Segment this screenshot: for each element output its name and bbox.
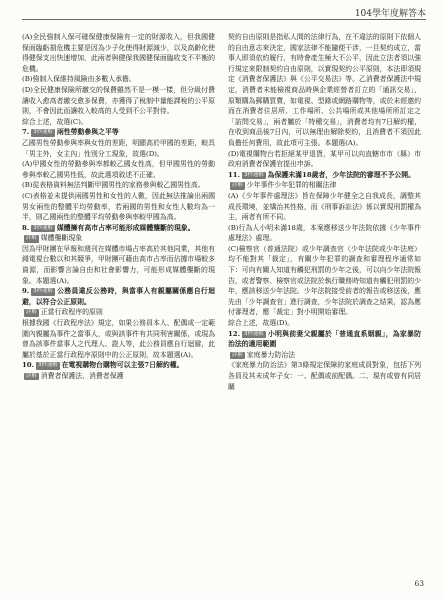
- explanation-topic: 家庭暴力防治法: [246, 350, 296, 359]
- page-number: 63: [414, 579, 424, 588]
- question-number: 9.: [22, 287, 30, 296]
- question-8: [22, 223, 215, 234]
- question-number: 8.: [22, 223, 30, 232]
- header-title: 104學年度解答本: [354, 9, 426, 19]
- explanation-heading: [228, 350, 421, 361]
- answer-explanation-c: (C)檢察官（普通法院）或少年調查官（少年法院或少年法庭）均不能對其「裁定」，有關少年犯罪的調查和審理程序通常如下：可向有關人知道有觸犯刑罰的少年之後，可以向少年法院報告，或者警察、檢察官或法院於執行職務時知道有觸犯刑罰的少年，應該移送少年法院。少年法院接受前者的報告或移送後，應先由「少年調查官」進行調查，少年法院於調查之結果，認為應付審理者，應「裁定」對小明開始審理。: [228, 244, 421, 317]
- explanation-heading: [228, 180, 421, 191]
- explanation-tag: 詳解: [26, 309, 37, 316]
- question-summary: 公務員違反公務時，與當事人有親屬關係應自行迴避，以符合公正原則。: [22, 287, 215, 306]
- question-7: [22, 127, 215, 138]
- quick-solve-tag: 3秒速解: [244, 171, 264, 178]
- question-9: [22, 286, 215, 307]
- question-summary: 兩性勞動參與之平等: [56, 128, 119, 137]
- answer-explanation: 因為甲財團在早報和週刊在媒體市場占率高於其他同業，其他有錢電視台數以和其競爭，甲財團可藉由高市占率而佔據市場較多資源，而影響言論自由和社會影響力，可能形成媒體壟斷的現象。本題選(A)。: [22, 244, 215, 285]
- answer-explanation-a: (A)甲國女性的勞動參與率都較乙國女性高，但甲國男性的勞動參與率較乙國男性低，故此選項敘述不正確。: [22, 160, 215, 179]
- answer-explanation: 契約自由原則是指私人間的法律行為，在不違法的原則下依個人的自由意志來決定，國家法律不能隨便干涉，一旦契約成立，當事人即須依約履行，有時會產生極大不公平，因此立法者須以強行規定來限制契約自由原則，以實現契約公平原則，本法即須規定《消費者保護法》與《公平交易法》等。乙消費者保護法中規定，消費者未能檢視商品時與企業經營者訂立的「通訊交易」，原類購為郵購買賣，如電視、型錄或網路購物等，或於未經邀約而在消費者住居所、工作場所、公共場所或其他場所所訂定之「訪問交易」，兩者屬於「特種交易」，消費者均有7日解約權，在收到商品後7日內，可以無理由解除契約，且消費者不須因此負擔任何費用，故此項可主張。本題選(A)。: [228, 33, 421, 147]
- answer-explanation-a: (A)全民強制入保可確保健康保險有一定的財源收入，但我國健保面臨虧損危機主要是因為少子化使得財源減少，以及高齡化使得健保支出快速增加，此兩者與健保我國健保面臨收支不平衡的危機。: [22, 33, 215, 73]
- quick-solve-tag: 3秒速解: [244, 330, 264, 337]
- answer-explanation: 根據我國《行政程序法》規定，如果公務員本人、配偶或一定範圍內親屬為事件之當事人，或與該事件有共同利害關係，或現為曾為該事件當事人之代理人、證人等，此公務員應自行迴避，此屬於基於正當行政程序原則中的公正原則，故本題選(A)。: [22, 319, 215, 359]
- quick-solve-tag: 3秒速解: [33, 129, 53, 136]
- answer-explanation-c: (C)表格並未提供兩國男性和女性的人數，因此無法推論出兩國男女兩性的整體平均勞動率，若兩國的男性和女性人數均為一半，則乙國兩性的整體平均勞動參與率較甲國為高。: [22, 191, 215, 222]
- explanation-tag: 詳解: [26, 235, 37, 242]
- explanation-heading: [22, 233, 215, 244]
- quick-solve-tag: 3秒速解: [38, 362, 58, 369]
- left-column: [22, 32, 215, 382]
- quick-solve-tag: 3秒速解: [33, 288, 53, 295]
- question-number: 12.: [228, 329, 240, 338]
- question-number: 7.: [22, 128, 30, 137]
- answer-explanation-b: (B)行為人小明未滿18歲，本案應移送少年法院依據《少年事件處理法》處理。: [228, 223, 421, 243]
- quick-solve-tag: 3秒速解: [33, 224, 53, 231]
- answer-explanation-b: (B)從表格資料無法判斷甲國男性的家務參與較乙國男性高。: [22, 181, 205, 190]
- question-10: [22, 360, 215, 371]
- right-column: [228, 32, 421, 392]
- question-12: [228, 329, 421, 350]
- question-summary: 小明與前妻父親屬於「普通直系姻親」，為家暴防治法的適用範圍: [228, 329, 421, 349]
- answer-conclusion: 綜合上述，故選(C)。: [22, 117, 88, 126]
- answer-explanation-d: (D)電視購物台若拒絕某甲退貨，某甲可以向直轄市市（縣）市政府消費者保護官提出申訴。: [228, 149, 421, 169]
- question-11: [228, 170, 421, 181]
- explanation-tag: 詳解: [232, 351, 243, 358]
- answer-explanation-d: (D)全民健康保險所繳交的保費雖然不是一模一樣，但分級付費讓收入愈高者繳交愈多保費，亦獲得了稅制中量能課稅的公平原則，不會因此而讓收入較高的人受到不公平對待。: [22, 85, 215, 116]
- question-summary: 為保護未滿18歲者，少年法院的審理不予公開。: [267, 170, 416, 179]
- question-summary: 媒體擁有高市占率可能形成媒體壟斷的現象。: [56, 223, 195, 232]
- answer-explanation: 《家庭暴力防治法》第3條規定保障的家庭成員對象，包括下列各員及其未成年子女：一、配偶或前配偶。二、現有或曾有同居關: [228, 361, 421, 391]
- header-divider: [22, 19, 426, 20]
- question-number: 11.: [228, 170, 240, 179]
- explanation-heading: [22, 307, 215, 318]
- explanation-tag: 詳解: [232, 182, 243, 189]
- explanation-topic: 正當行政程序的原則: [40, 308, 103, 317]
- question-number: 10.: [22, 361, 34, 370]
- explanation-heading: [22, 371, 215, 382]
- answer-explanation: 乙國男性勞動參與率與女性的差距，明顯高於甲國的差距，較具「男主外，女主內」性別分工現象，故選(D)。: [22, 138, 215, 158]
- explanation-tag: 詳解: [26, 373, 37, 379]
- explanation-topic: 消費者保護法、消費者保護: [40, 372, 124, 380]
- answer-explanation-b: (B)強制入保維持風險由多數人承擔。: [22, 75, 136, 84]
- explanation-topic: 媒體壟斷現象: [40, 234, 83, 243]
- answer-conclusion: 綜合上述，故選(D)。: [228, 319, 295, 328]
- answer-explanation-a: (A)《少年事件處理法》旨在保障少年健全之自我成長，調整其成長環境，並矯治其性格，而《刑事訴訟法》係以實現刑罰權為主，兩者有所不同。: [228, 191, 421, 222]
- question-summary: 在電視購物台購物可以主張7日解約權。: [61, 361, 184, 370]
- explanation-topic: 少年事件少年犯罪的相關法律: [246, 181, 337, 190]
